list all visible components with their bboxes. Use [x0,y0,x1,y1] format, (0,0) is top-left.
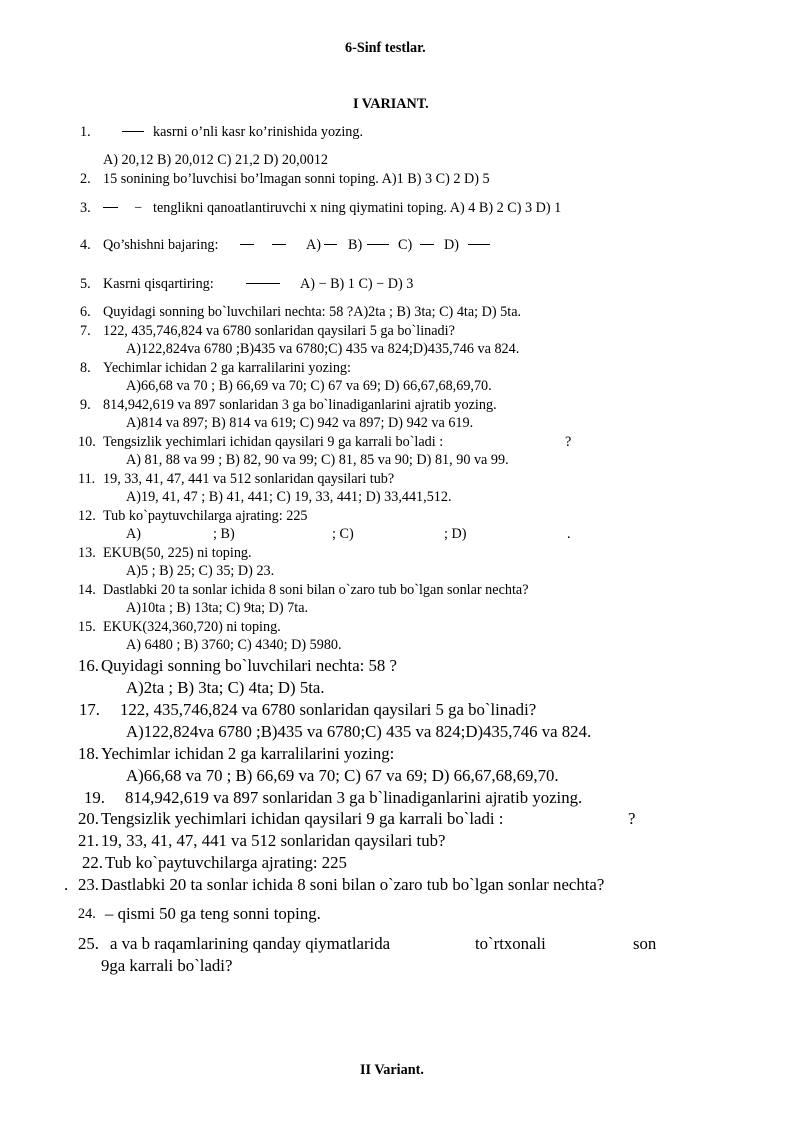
question-text: 814,942,619 va 897 sonlaridan 3 ga b`linadiganlarini ajratib yozing. [125,788,583,807]
question-number: 1. [80,124,91,140]
question-number: 2. [80,171,91,187]
minus-sign: − [134,200,143,216]
question-text: 19, 33, 41, 47, 441 va 512 sonlaridan qaysilari tub? [103,471,395,487]
fraction-bar [420,244,434,245]
answer-options: A)19, 41, 47 ; B) 41, 441; C) 19, 33, 441; D) 33,441,512. [126,489,452,505]
question-number: 4. [80,237,91,253]
question-number: 23. [78,875,99,894]
question-text-line2: 9ga karrali bo`ladi? [101,956,233,975]
question-text-end: son [633,934,657,953]
answer-options: A)66,68 va 70 ; B) 66,69 va 70; C) 67 va 69; D) 66,67,68,69,70. [126,378,492,394]
question-number: 14. [78,582,96,598]
question-text: 122, 435,746,824 va 6780 sonlaridan qaysilari 5 ga bo`linadi? [103,323,455,339]
question-text: a va b raqamlarining qanday qiymatlarida [110,934,391,953]
question-text: Qo’shishni bajaring: [103,237,219,253]
question-text: Dastlabki 20 ta sonlar ichida 8 soni bilan o`zaro tub bo`lgan sonlar nechta? [101,875,605,894]
question-number: 13. [78,545,96,561]
question-text: kasrni o’nli kasr ko’rinishida yozing. [153,124,364,140]
option-label: ; C) [332,526,354,542]
question-number: 22. [82,853,103,872]
fraction-bar [324,244,337,245]
question-number: 21. [78,831,99,850]
question-text: 814,942,619 va 897 sonlaridan 3 ga bo`linadiganlarini ajratib yozing. [103,397,497,413]
answer-options: A)2ta ; B) 3ta; C) 4ta; D) 5ta. [126,678,325,697]
question-number: 6. [80,304,91,320]
fraction-bar [468,244,490,245]
fraction-bar [103,207,118,208]
page-title: 6-Sinf testlar. [345,40,426,56]
question-text: 19, 33, 41, 47, 441 va 512 sonlaridan qaysilari tub? [101,831,446,850]
question-number: 11. [78,471,96,487]
question-text: Tengsizlik yechimlari ichidan qaysilari 9 ga karrali bo`ladi : [101,809,504,828]
option-label: ; D) [444,526,467,542]
fraction-bar [240,244,254,245]
question-text: Yechimlar ichidan 2 ga karralilarini yozing: [103,360,351,376]
answer-options: A) 81, 88 va 99 ; B) 82, 90 va 99; C) 81, 85 va 90; D) 81, 90 va 99. [126,452,509,468]
answer-options: A)122,824va 6780 ;B)435 va 6780;C) 435 va 824;D)435,746 va 824. [126,722,592,741]
fraction-bar [246,283,280,284]
question-number: 3. [80,200,91,216]
fraction-bar [122,131,144,132]
question-number: 24. [78,906,96,922]
question-text: 15 sonining bo’luvchisi bo’lmagan sonni toping. A)1 B) 3 C) 2 D) 5 [103,171,490,187]
fraction-bar [272,244,286,245]
question-text: Quyidagi sonning bo`luvchilari nechta: 58 ?A)2ta ; B) 3ta; C) 4ta; D) 5ta. [103,304,522,320]
question-number: 7. [80,323,91,339]
answer-options: A)10ta ; B) 13ta; C) 9ta; D) 7ta. [126,600,309,616]
question-text: Dastlabki 20 ta sonlar ichida 8 soni bilan o`zaro tub bo`lgan sonlar nechta? [103,582,529,598]
question-text: Tub ko`paytuvchilarga ajrating: 225 [105,853,347,872]
question-text: Quyidagi sonning bo`luvchilari nechta: 58 ? [101,656,397,675]
question-number: 10. [78,434,96,450]
variant-heading: I VARIANT. [353,96,429,112]
question-number: 18. [78,744,99,763]
question-text: tenglikni qanoatlantiruvchi x ning qiymatini toping. A) 4 B) 2 C) 3 D) 1 [153,200,562,216]
question-number: 20. [78,809,99,828]
question-text: – qismi 50 ga teng sonni toping. [105,904,321,923]
question-number: 15. [78,619,96,635]
question-text-mid: to`rtxonali [475,934,546,953]
option-label: C) [398,237,413,253]
question-number: 8. [80,360,91,376]
question-number: 12. [78,508,96,524]
question-text: Kasrni qisqartiring: [103,276,214,292]
question-number: 25. [78,934,99,953]
answer-options: A)122,824va 6780 ;B)435 va 6780;C) 435 va 824;D)435,746 va 824. [126,341,520,357]
answer-options: A) 20,12 B) 20,012 C) 21,2 D) 20,0012 [103,152,329,168]
answer-options: A)66,68 va 70 ; B) 66,69 va 70; C) 67 va 69; D) 66,67,68,69,70. [126,766,559,785]
question-number: 19. [84,788,105,807]
option-label: A) [306,237,321,253]
question-text: EKUK(324,360,720) ni toping. [103,619,281,635]
option-label: A) [126,526,141,542]
option-label: D) [444,237,459,253]
option-label: ; B) [213,526,235,542]
question-mark: ? [628,809,636,828]
question-text: Tengsizlik yechimlari ichidan qaysilari 9 ga karrali bo`ladi : [103,434,444,450]
answer-options: A)814 va 897; B) 814 va 619; C) 942 va 897; D) 942 va 619. [126,415,474,431]
question-number: 17. [79,700,100,719]
answer-options: A) − B) 1 C) − D) 3 [300,276,414,292]
variant-2-heading: II Variant. [360,1062,424,1078]
stray-period: . [64,875,69,894]
question-number: 9. [80,397,91,413]
question-number: 5. [80,276,91,292]
fraction-bar [367,244,389,245]
answer-options: A)5 ; B) 25; C) 35; D) 23. [126,563,275,579]
option-label: . [567,526,571,542]
question-number: 16. [78,656,99,675]
question-text: EKUB(50, 225) ni toping. [103,545,252,561]
question-text: 122, 435,746,824 va 6780 sonlaridan qaysilari 5 ga bo`linadi? [120,700,537,719]
question-text: Yechimlar ichidan 2 ga karralilarini yozing: [101,744,395,763]
answer-options: A) 6480 ; B) 3760; C) 4340; D) 5980. [126,637,342,653]
question-text: Tub ko`paytuvchilarga ajrating: 225 [103,508,308,524]
question-mark: ? [565,434,572,450]
option-label: B) [348,237,363,253]
